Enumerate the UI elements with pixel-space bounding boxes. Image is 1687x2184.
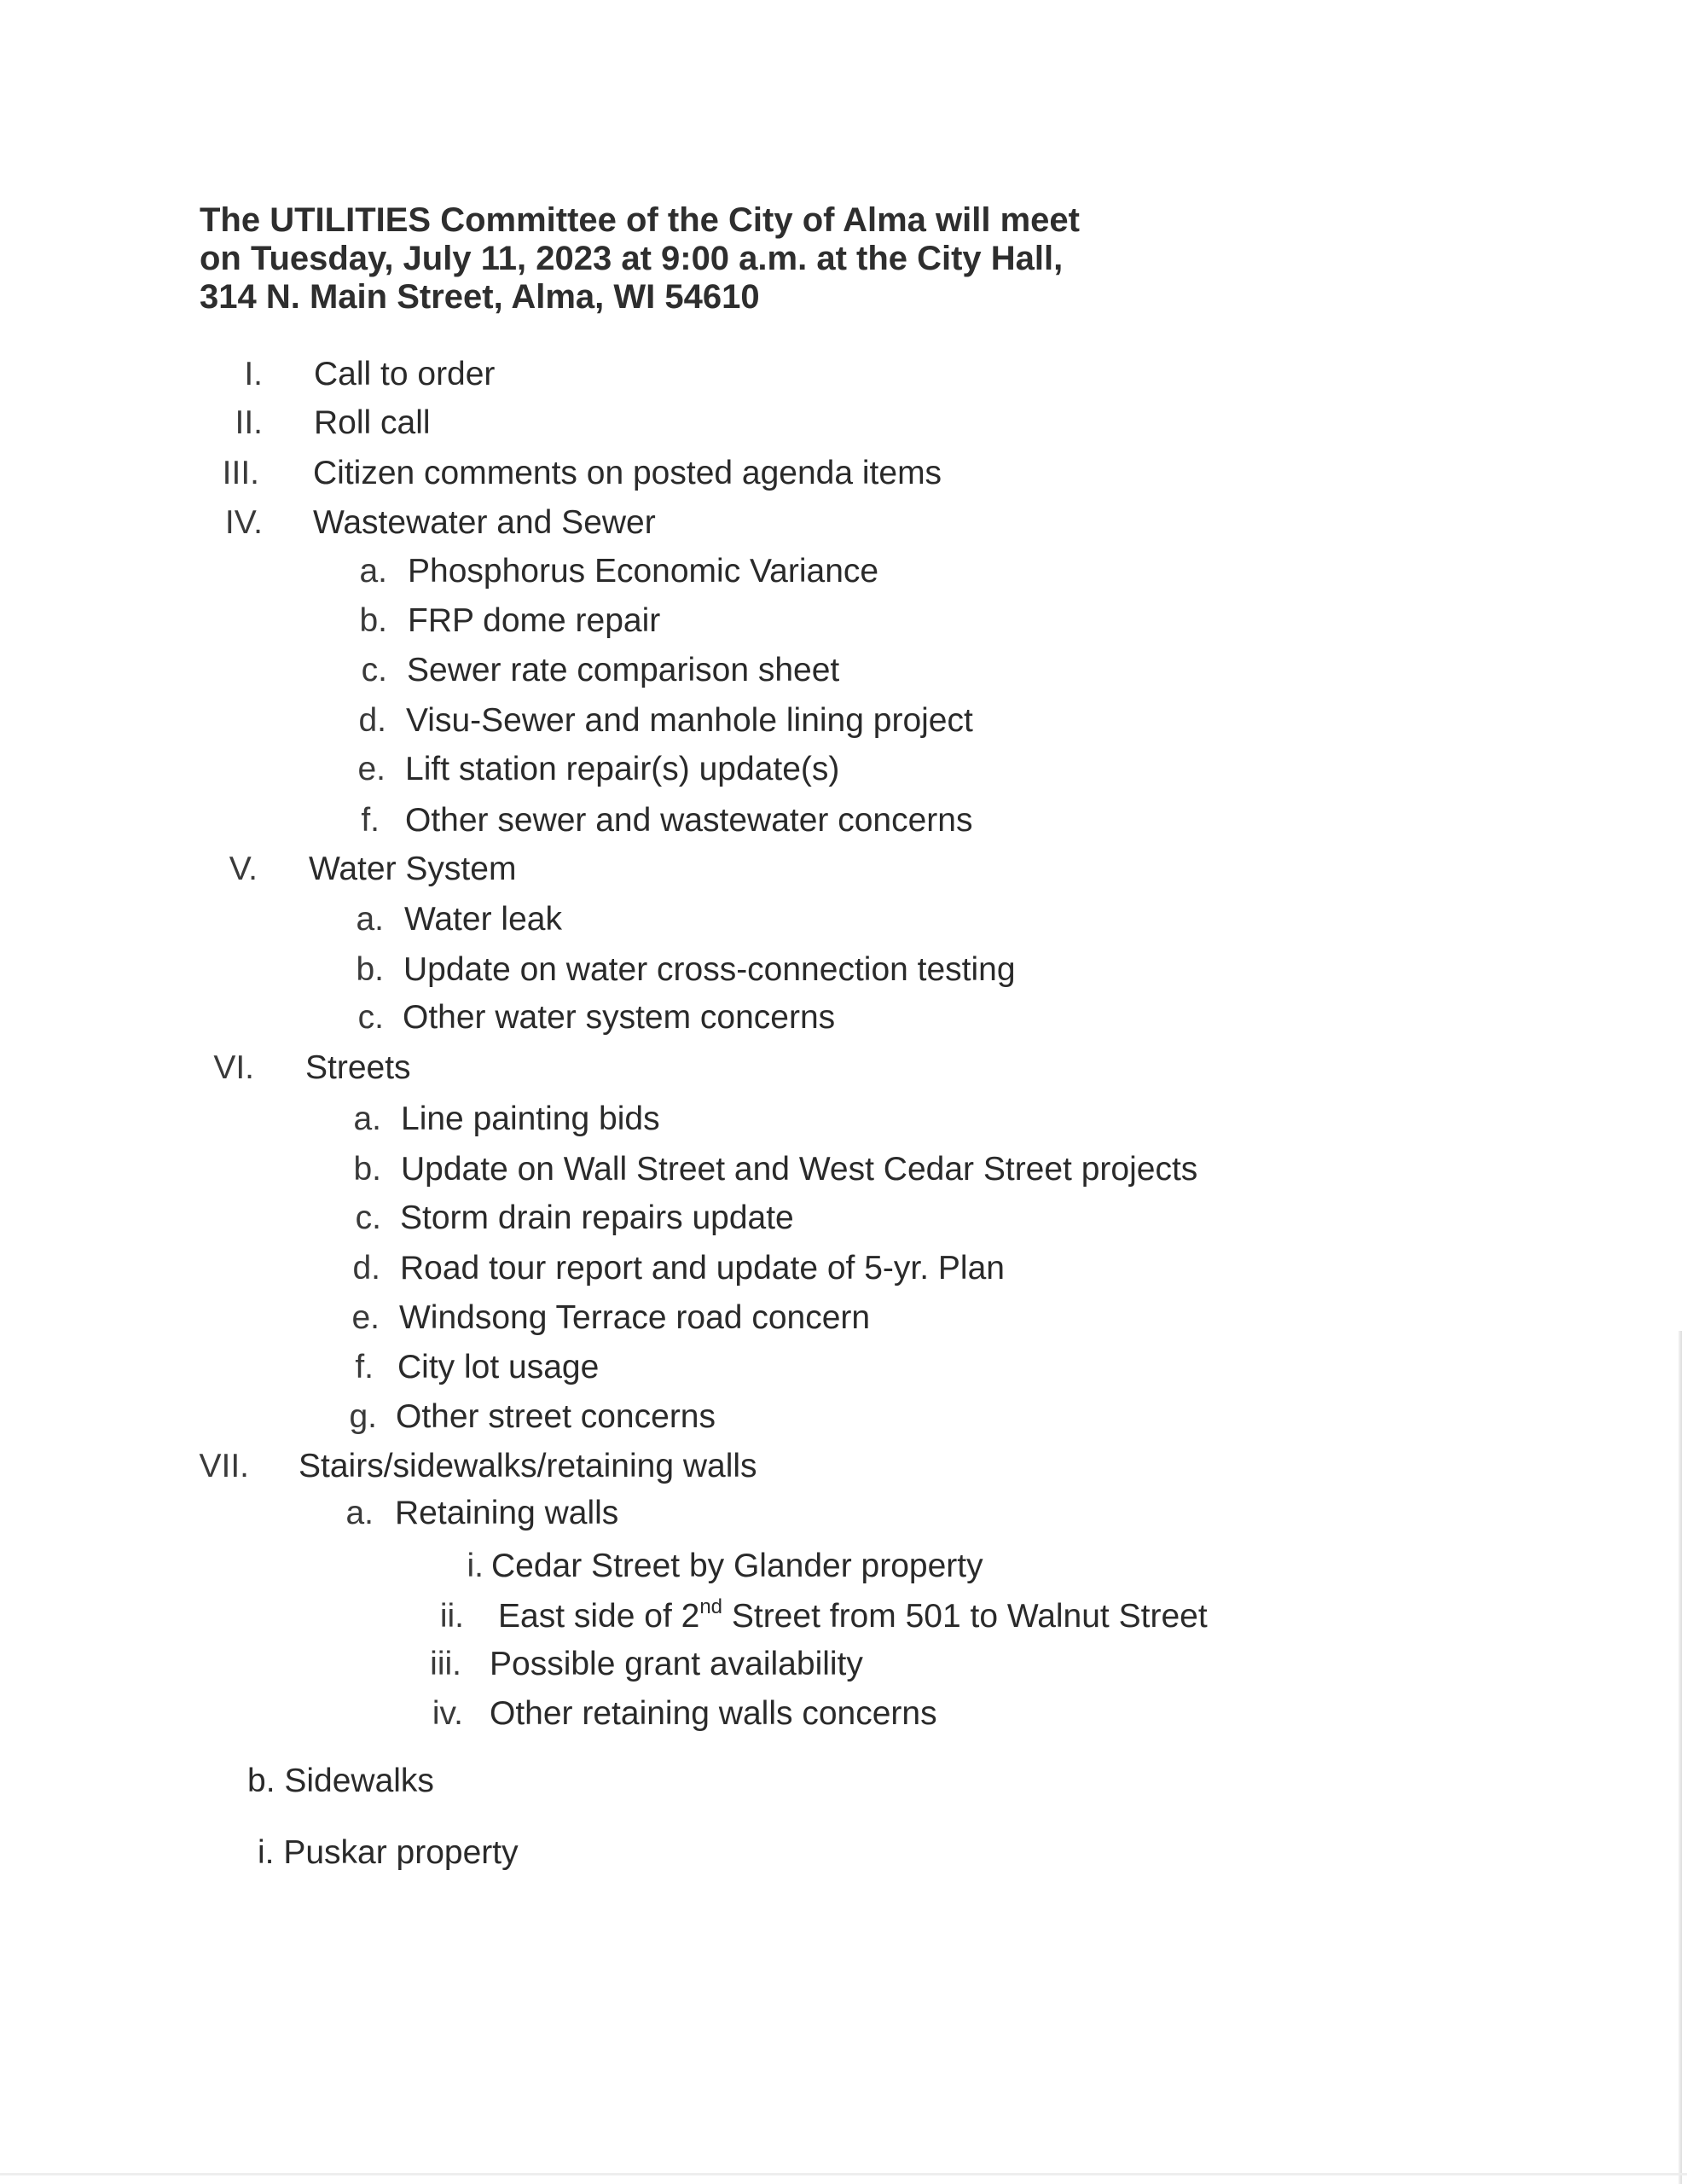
item-number: II. bbox=[235, 404, 263, 441]
subitem-letter: d. bbox=[358, 702, 386, 739]
subitem-label: Other sewer and wastewater concerns bbox=[405, 802, 973, 839]
heading-line-3: 314 N. Main Street, Alma, WI 54610 bbox=[200, 278, 760, 316]
subitem-label: Windsong Terrace road concern bbox=[399, 1299, 871, 1336]
subitem-letter: a. bbox=[353, 1101, 381, 1137]
item-label: Call to order bbox=[314, 356, 496, 392]
subitem-letter: b. bbox=[353, 1151, 381, 1188]
subitem-label: Visu-Sewer and manhole lining project bbox=[406, 702, 973, 739]
subsubitem-label: Cedar Street by Glander property bbox=[491, 1548, 983, 1584]
subsubitem-label: i. Puskar property bbox=[258, 1834, 519, 1871]
subitem-label: Sewer rate comparison sheet bbox=[407, 652, 840, 688]
item-label: Water System bbox=[309, 851, 517, 887]
subitem-label: Storm drain repairs update bbox=[400, 1199, 794, 1236]
subitem-letter: d. bbox=[352, 1250, 380, 1287]
subitem-letter: f. bbox=[361, 802, 380, 839]
subitem-letter: a. bbox=[345, 1495, 374, 1531]
subitem-label: Retaining walls bbox=[395, 1495, 619, 1531]
item-label: Wastewater and Sewer bbox=[313, 504, 656, 541]
subitem-label: Phosphorus Economic Variance bbox=[408, 553, 879, 590]
subsubitem-label: Other retaining walls concerns bbox=[490, 1695, 937, 1732]
label-suffix: Street from 501 to Walnut Street bbox=[722, 1598, 1208, 1635]
ordinal-suffix: nd bbox=[699, 1595, 723, 1618]
subitem-label: b. Sidewalks bbox=[247, 1763, 434, 1799]
subitem-label: Other water system concerns bbox=[403, 999, 836, 1036]
subsubitem-label: Possible grant availability bbox=[490, 1646, 863, 1682]
subitem-letter: a. bbox=[356, 901, 384, 938]
subitem-label: City lot usage bbox=[397, 1349, 600, 1385]
subsubitem-number: i. bbox=[467, 1548, 484, 1584]
subitem-label: Road tour report and update of 5-yr. Plan bbox=[400, 1250, 1005, 1287]
meeting-notice-heading bbox=[200, 201, 1080, 317]
scan-bottom-edge bbox=[0, 2173, 1687, 2175]
label-prefix: East side of 2 bbox=[498, 1598, 700, 1635]
subitem-letter: a. bbox=[359, 553, 387, 590]
item-label: Streets bbox=[305, 1049, 411, 1086]
heading-line-2: on Tuesday, July 11, 2023 at 9:00 a.m. at the City Hall, bbox=[200, 240, 1064, 277]
subitem-label: Update on Wall Street and West Cedar Street projects bbox=[401, 1151, 1198, 1188]
subitem-letter: g. bbox=[349, 1398, 377, 1435]
subitem-letter: c. bbox=[357, 999, 384, 1036]
item-label: Roll call bbox=[314, 404, 431, 441]
heading-line-1: The UTILITIES Committee of the City of Alma will meet bbox=[200, 201, 1080, 239]
item-number: III. bbox=[222, 455, 259, 491]
subsubitem-number: iv. bbox=[432, 1695, 463, 1732]
subitem-label: Line painting bids bbox=[401, 1101, 660, 1137]
item-number: VII. bbox=[199, 1448, 249, 1484]
item-number: VI. bbox=[213, 1049, 254, 1086]
subitem-label: Water leak bbox=[404, 901, 562, 938]
subitem-letter: b. bbox=[356, 951, 384, 988]
item-label: Citizen comments on posted agenda items bbox=[313, 455, 942, 491]
subitem-letter: c. bbox=[355, 1199, 381, 1236]
subitem-label: Other street concerns bbox=[396, 1398, 716, 1435]
item-label: Stairs/sidewalks/retaining walls bbox=[299, 1448, 757, 1484]
subsubitem-number: ii. bbox=[439, 1598, 464, 1635]
scan-edge-shadow bbox=[1678, 1331, 1682, 2184]
item-number: V. bbox=[229, 851, 258, 887]
subitem-label: Update on water cross-connection testing bbox=[403, 951, 1016, 988]
subitem-label: Lift station repair(s) update(s) bbox=[405, 751, 840, 787]
item-number: IV. bbox=[224, 504, 263, 541]
subitem-letter: c. bbox=[361, 652, 387, 688]
subsubitem-label bbox=[498, 1597, 1208, 1636]
item-number: I. bbox=[244, 356, 263, 392]
subitem-letter: e. bbox=[357, 751, 386, 787]
subitem-letter: f. bbox=[355, 1349, 374, 1385]
subitem-letter: e. bbox=[351, 1299, 380, 1336]
subitem-label: FRP dome repair bbox=[408, 602, 661, 639]
subsubitem-number: iii. bbox=[430, 1646, 461, 1682]
subitem-letter: b. bbox=[359, 602, 387, 639]
